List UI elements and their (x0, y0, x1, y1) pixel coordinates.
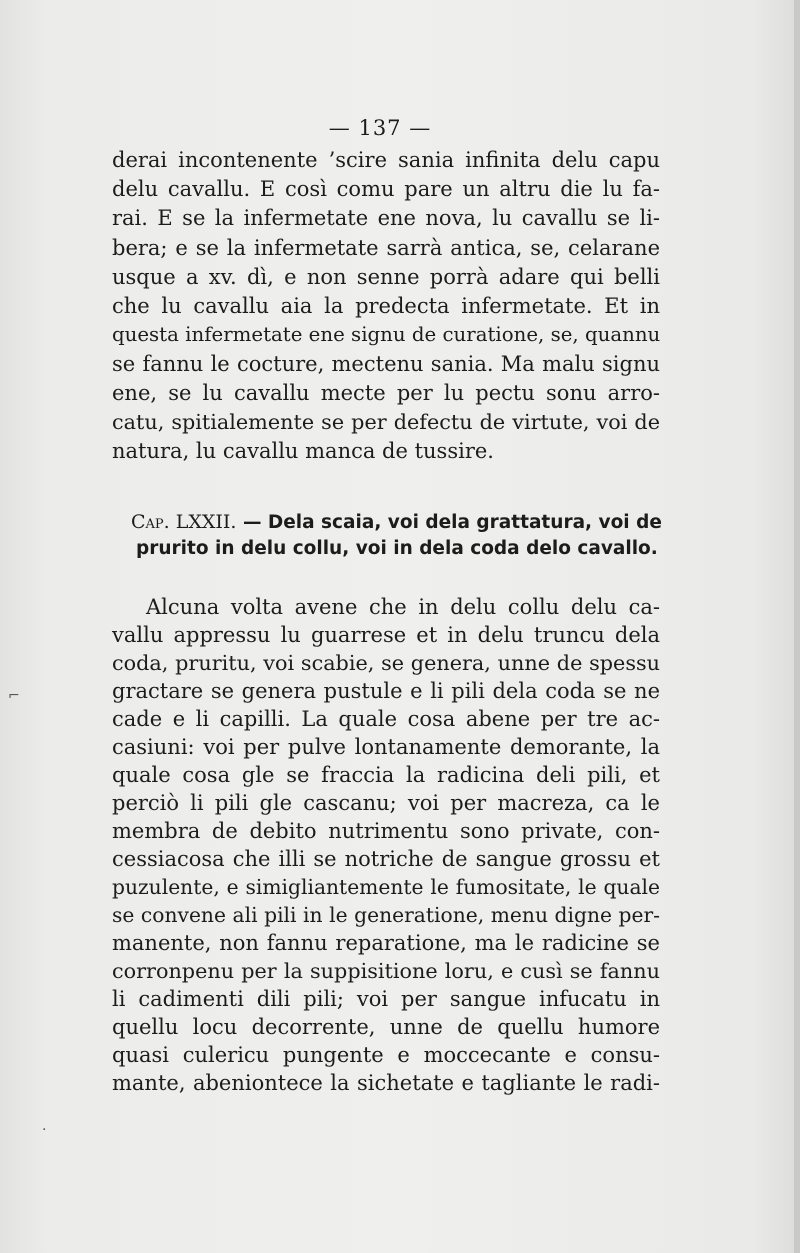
text-line: bera; e se la infermetate sarrà antica, se, celarane (112, 236, 660, 260)
margin-speck: · (42, 1122, 47, 1138)
text-line: li cadimenti dili pili; voi per sangue infucatu in (112, 987, 660, 1011)
text-line: vallu appressu lu guarrese et in delu truncu dela (112, 623, 660, 647)
text-line: Alcuna volta avene che in delu collu delu ca- (146, 595, 660, 619)
text-line: derai incontenente ’scire sania infinita delu capu (112, 148, 660, 172)
text-line: rai. E se la infermetate ene nova, lu cavallu se li- (112, 206, 660, 230)
text-line: quellu locu decorrente, unne de quellu humore (112, 1015, 660, 1039)
text-line: coda, pruritu, voi scabie, se genera, unne de spessu (112, 651, 660, 675)
chapter-label: Cap. LXXII. (131, 511, 237, 533)
chapter-title-part-1: — Dela scaia, voi dela grattatura, voi de (242, 512, 662, 533)
text-line: quasi culericu pungente e moccecante e consu- (112, 1043, 660, 1067)
page-number: — 137 — (328, 116, 432, 140)
text-line: natura, lu cavallu manca de tussire. (112, 439, 494, 463)
text-line: cessiacosa che illi se notriche de sangue grossu et (112, 847, 660, 871)
text-line: mante, abeniontece la sichetate e tagliante le radi- (112, 1071, 660, 1095)
text-line: se convene ali pili in le generatione, menu digne per- (112, 903, 660, 927)
text-line: membra de debito nutrimentu sono private, con- (112, 819, 660, 843)
text-line: che lu cavallu aia la predecta infermetate. Et in (112, 294, 660, 318)
chapter-heading-line-2: prurito in delu collu, voi in dela coda delo cavallo. (136, 538, 658, 559)
text-line: corronpenu per la suppisitione loru, e cusì se fannu (112, 959, 660, 983)
page-edge (794, 0, 800, 1253)
text-line: delu cavallu. E così comu pare un altru die lu fa- (112, 177, 660, 201)
margin-speck: ⌐ (8, 688, 20, 704)
text-line: gractare se genera pustule e li pili dela coda se ne (112, 679, 660, 703)
text-line: usque a xv. dì, e non senne porrà adare qui belli (112, 265, 660, 289)
text-line: ene, se lu cavallu mecte per lu pectu sonu arro- (112, 381, 660, 405)
text-line: catu, spitialemente se per defectu de virtute, voi de (112, 410, 660, 434)
text-line: perciò li pili gle cascanu; voi per macreza, ca le (112, 791, 660, 815)
text-line: casiuni: voi per pulve lontanamente demorante, la (112, 735, 660, 759)
text-line: cade e li capilli. La quale cosa abene per tre ac- (112, 707, 660, 731)
text-line: quale cosa gle se fraccia la radicina deli pili, et (112, 763, 660, 787)
text-line: puzulente, e simigliantemente le fumositate, le quale (112, 875, 660, 899)
text-line: manente, non fannu reparatione, ma le radicine se (112, 931, 660, 955)
text-line: questa infermetate ene signu de curatione, se, quannu (112, 323, 661, 346)
text-line: se fannu le cocture, mectenu sania. Ma malu signu (112, 352, 660, 376)
